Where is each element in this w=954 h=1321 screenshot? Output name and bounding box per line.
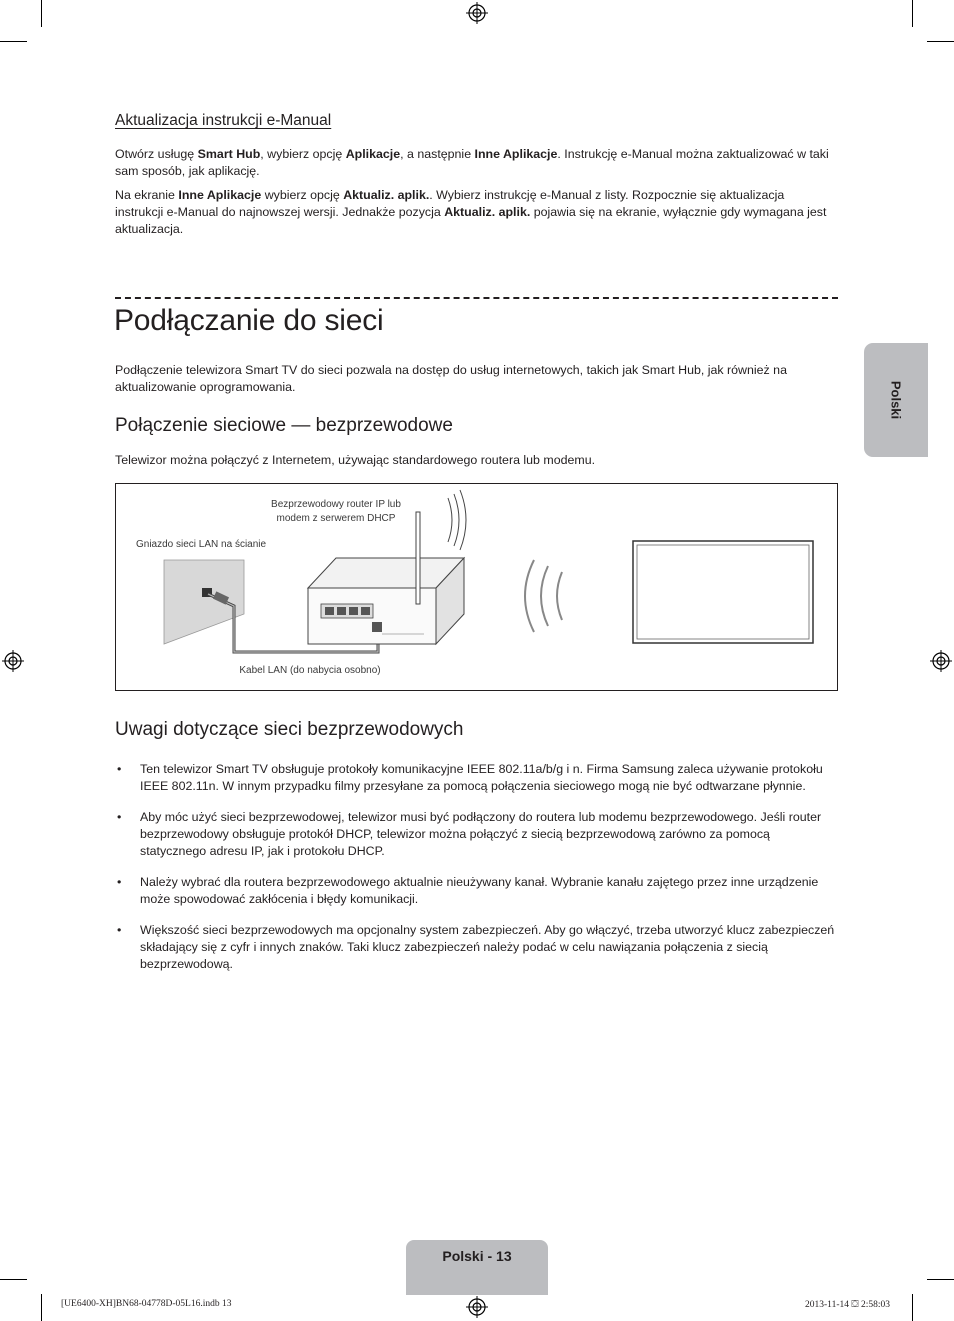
tv-icon xyxy=(633,541,813,643)
wall-icon xyxy=(164,560,244,644)
footer-timestamp: 2013-11-14 ⛋ 2:58:03 xyxy=(805,1300,890,1310)
page-title: Podłączanie do sieci xyxy=(114,304,384,337)
crop-mark xyxy=(927,1279,954,1280)
registration-mark-icon xyxy=(466,2,488,24)
list-item: • Aby móc użyć sieci bezprzewodowej, telewizor musi być podłączony do routera lub modemu bezprzewodowego. Jeśli router bezprzewodowy obsługuje protokół DHCP, telewizor można połączyć z siecią bezprzewodową zarówno za pomocą statycznego adresu IP, jak i protokołu DHCP. xyxy=(115,809,837,860)
crop-mark xyxy=(912,0,913,27)
wireless-paragraph: Telewizor można połączyć z Internetem, używając standardowego routera lub modemu. xyxy=(115,453,596,467)
network-diagram-illustration xyxy=(116,484,837,690)
list-item: • Ten telewizor Smart TV obsługuje protokoły komunikacyjne IEEE 802.11a/b/g i n. Firma Samsung zaleca używanie protokołu IEEE 802.11n. W innym przypadku filmy przesyłane za pomocą połączenia sieciowego mogą nie być odtwarzane płynnie. xyxy=(115,761,837,795)
crop-mark xyxy=(0,1279,27,1280)
list-item: • Większość sieci bezprzewodowych ma opcjonalny system zabezpieczeń. Aby go włączyć, trzeba utworzyć klucz zabezpieczeń składający się z cyfr i innych znaków. Taki klucz zabezpieczeń należy podać w celu nawiązania połączenia z siecią bezprzewodową. xyxy=(115,922,837,973)
footer-file-info: [UE6400-XH]BN68-04778D-05L16.indb 13 xyxy=(61,1299,232,1309)
registration-mark-icon xyxy=(466,1296,488,1318)
router-label-line: Bezprzewodowy router IP lub xyxy=(271,499,401,510)
crop-mark xyxy=(927,41,954,42)
crop-mark xyxy=(0,41,27,42)
wall-socket-label: Gniazdo sieci LAN na ścianie xyxy=(136,539,267,550)
registration-mark-icon xyxy=(930,650,952,672)
notes-list xyxy=(115,761,837,987)
cable-label: Kabel LAN (do nabycia osobno) xyxy=(239,665,381,676)
section-heading-emanual: Aktualizacja instrukcji e-Manual xyxy=(115,112,332,129)
page-number-box xyxy=(406,1240,548,1295)
paragraph-emanual-1: Otwórz usługę Smart Hub, wybierz opcję Aplikacje, a następnie Inne Aplikacje. Instrukcję e-Manual można zaktualizować w taki sam sposób, jak aplikację. xyxy=(115,147,829,178)
crop-mark xyxy=(41,1294,42,1321)
section-heading-wireless: Połączenie sieciowe — bezprzewodowe xyxy=(115,415,453,436)
language-tab-label: Polski xyxy=(888,380,904,420)
crop-mark xyxy=(912,1294,913,1321)
paragraph-emanual-2: Na ekranie Inne Aplikacje wybierz opcję Aktualiz. aplik.. Wybierz instrukcję e-Manual z listy. Rozpocznie się aktualizacja instrukcji e-Manual do najnowszej wersji. Jednakże pozycja Aktualiz. aplik. pojawia się na ekranie, wyłącznie gdy wymagana jest aktualizacja. xyxy=(115,188,827,236)
router-label-line: modem z serwerem DHCP xyxy=(276,513,396,524)
router-label xyxy=(256,498,416,526)
language-tab xyxy=(864,343,928,457)
section-heading-notes: Uwagi dotyczące sieci bezprzewodowych xyxy=(115,719,464,740)
crop-mark xyxy=(41,0,42,27)
intro-paragraph: Podłączenie telewizora Smart TV do sieci pozwala na dostęp do usług internetowych, takich jak Smart Hub, jak również na aktualizowanie oprogramowania. xyxy=(115,363,787,394)
network-diagram xyxy=(115,483,838,691)
list-item: • Należy wybrać dla routera bezprzewodowego aktualnie nieużywany kanał. Wybranie kanału zajętego przez inne urządzenie może spowodować zakłócenia i błędy komunikacji. xyxy=(115,874,837,908)
wireless-signal-icon xyxy=(525,560,562,632)
registration-mark-icon xyxy=(2,650,24,672)
section-divider xyxy=(115,297,838,299)
page-number: Polski - 13 xyxy=(442,1248,512,1264)
